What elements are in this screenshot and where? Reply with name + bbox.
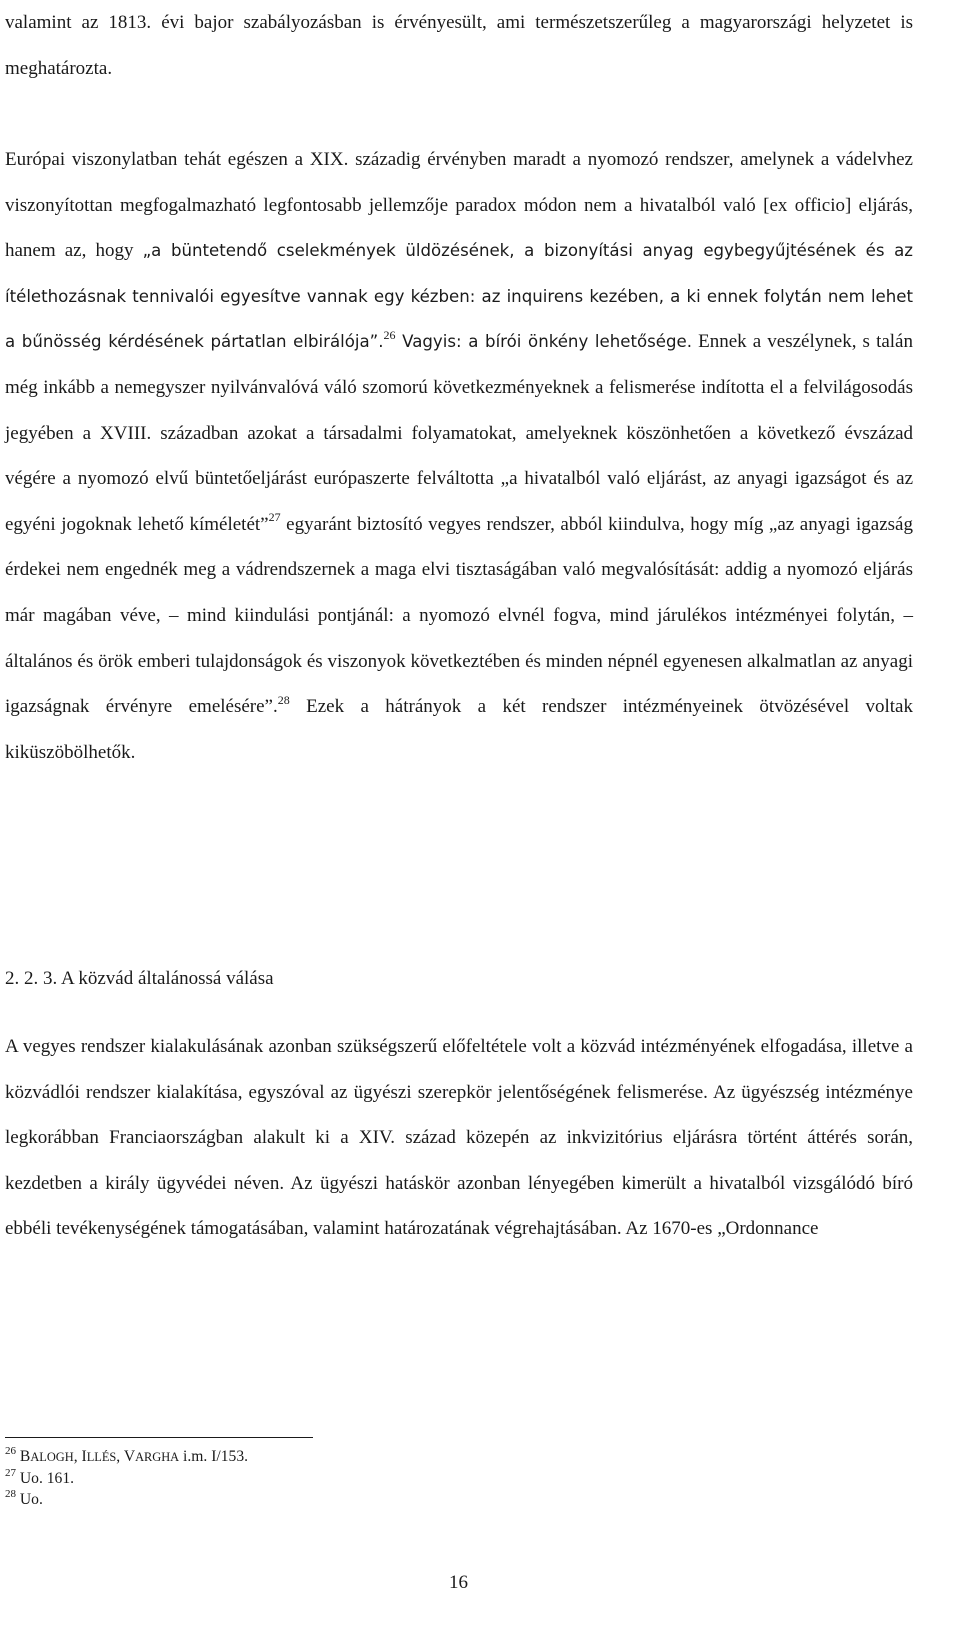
footnote-separator [5, 1437, 313, 1438]
paragraph-text: Ennek a veszélynek, s talán még inkább a nemegyszer nyilvánvalóvá váló szomorú következményeknek a felismerése indította el a felvilágosodás jegyében a XVIII. században azokat a társadalmi folyamatokat, amelyeknek köszönhetően a következő évszázad végére a nyomozó elvű büntetőeljárást európaszerte felváltotta „a hivatalból való eljárást, az anyagi igazságot és az egyéni jogoknak lehető kíméletét” [5, 331, 913, 535]
footnote-number: 28 [5, 1487, 16, 1500]
footnote-ref-26[interactable]: 26 [383, 328, 396, 343]
paragraph-continuation [5, 0, 913, 91]
footnote-ref-27[interactable]: 27 [268, 510, 281, 525]
paragraph-text: Vagyis: a bírói önkény lehetősége. [395, 332, 692, 352]
footnote-26 [5, 1446, 505, 1468]
footnote-text: Uo. 161. [19, 1470, 75, 1487]
paragraph-text: Európai viszonylatban tehát egészen a XIX. századig érvényben maradt a nyomozó rendszer, amelynek a vádelvhez viszonyítottan megfogalmazható legfontosabb jellemzője paradox módon nem a hivatalból való [ex officio] eljárás, hanem az, hogy [5, 149, 913, 262]
paragraph-text: A vegyes rendszer kialakulásának azonban szükségszerű előfeltétele volt a közvád intézményének elfogadása, illetve a közvádlói rendszer kialakítása, egyszóval az ügyészi szerepkör jelentőségének felismerése. Az ügyészség intézménye legkorábban Franciaországban alakult ki a XIV. század közepén az inkvizitórius eljárásra történt áttérés során, kezdetben a király ügyvédei néven. Az ügyészi hatáskör azonban lényegében kimerült a hivatalból vizsgálódó bíró ebbéli tevékenységének támogatásában, valamint határozatának végrehajtásában. Az 1670-es „Ordonnance [5, 1036, 913, 1240]
footnote-text: Uo. [19, 1491, 43, 1508]
paragraph-text: egyaránt biztosító vegyes rendszer, abból kiindulva, hogy míg „az anyagi igazság érdekei nem engednék meg a vádrendszernek a maga elvi tisztaságában való megvalósítását: addig a nyomozó eljárás már magában véve, – mind kiindulási pontjánál: a nyomozó elvnél fogva, mind járulékos intézményei folytán, – általános és örök emberi tulajdonságok és viszonyok következtében és minden népnél egyenesen alkalmatlan az anyagi igazságnak érvényre emelésére”. [5, 513, 913, 718]
footnote-28 [5, 1489, 505, 1510]
footnotes [5, 1446, 505, 1510]
footnote-text: i.m. I/153. [179, 1448, 249, 1465]
quotation-text: „a büntetendő cselekmények üldözésének, a bizonyítási anyag egybegyűjtésének és az ítélethozásnak tennivalói egyesítve vannak egy kézben: az inquirens kezében, a ki ennek folytán nem lehet a bűnösség kérdésének pártatlan elbirálója”. [5, 241, 913, 352]
footnote-27 [5, 1468, 505, 1489]
section-heading: 2. 2. 3. A közvád általánossá válása [5, 968, 274, 989]
page-number: 16 [449, 1572, 468, 1593]
paragraph-text: valamint az 1813. évi bajor szabályozásban is érvényesült, ami természetszerűleg a magyarországi helyzetet is meghatározta. [5, 12, 913, 79]
footnote-ref-28[interactable]: 28 [277, 692, 290, 707]
paragraph-public-prosecution [5, 1024, 913, 1252]
footnote-number: 27 [5, 1466, 16, 1479]
footnote-number: 26 [5, 1444, 16, 1457]
paragraph-text: Ezek a hátrányok a két rendszer intézményeinek ötvözésével voltak kiküszöbölhetők. [5, 696, 913, 763]
paragraph-inquisitorial-system [5, 137, 913, 775]
footnote-authors: BALOGH, ILLÉS, VARGHA [19, 1448, 180, 1465]
